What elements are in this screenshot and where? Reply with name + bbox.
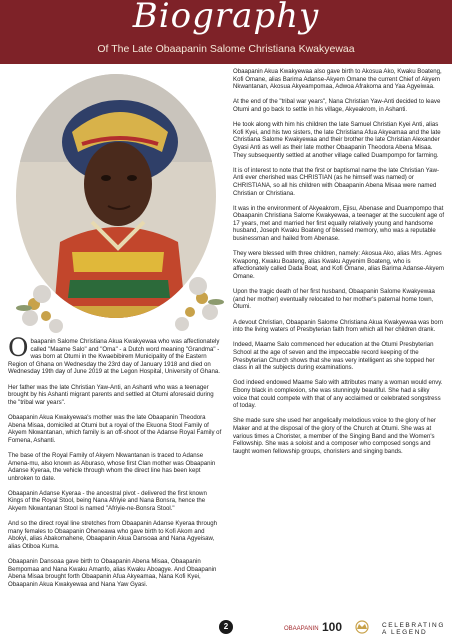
paragraph: Obaapanin Adanse Kyeraa - the ancestral pivot - delivered the first known Kings of the Royal Stool, being Nana Afriyie and Nana Bonsra, hence the Akyem Nkwantanan Stool is named "Afriyie-ne-Bonsra Stool." — [8, 489, 207, 513]
logo-number: 100 — [322, 620, 343, 634]
obaapanin-100-logo — [282, 616, 348, 634]
crown-icon — [351, 620, 373, 634]
paragraph: And so the direct royal line stretches from Obaapanin Adanse Kyeraa through many females to Obaapanin Oheneawa who gave birth to Kofi Akom and Abokyi, alias Abakomahene, Obaapanin Akua Dansoaa and Nana Agyeisaw, alias Otiboa Kuma. — [8, 520, 218, 551]
paragraph: Obaapanin Dansoaa gave birth to Obaapanin Abena Misaa, Obaapanin Bempomaa and Nana Kwaku Amanfo, alias Kwaku Aboagye. And Obaapanin Abena Misaa brought forth Obaapanin Afua Akyeamaa, Nana Kofi Kyei, Obaapanin Akua Kwakyewaa and Nana Yaw Gyasi. — [8, 558, 217, 588]
header-banner — [0, 0, 452, 64]
logo-text: OBAAPANIN — [284, 626, 319, 632]
page-subtitle: Of The Late Obaapanin Salome Christiana Kwakyewaa — [97, 43, 355, 55]
drop-cap: O — [8, 333, 29, 362]
page-title: Biography — [132, 0, 320, 36]
paragraph: At the end of the "tribal war years", Nana Christian Yaw-Anti decided to leave Otumi and go back to settle in his village, Akyeakrom, in Ashanti. — [233, 98, 441, 113]
paragraph: God indeed endowed Maame Salo with attributes many a woman would envy. Ebony black in complexion, she was stunningly beautiful. She had a silky voice that could compete with that of any acclaimed or celebrated songstress of today. — [233, 379, 443, 410]
paragraph: Upon the tragic death of her first husband, Obaapanin Salome Kwakyewaa (and her mother) eventually relocated to her mother's paternal home town, Otumi. — [233, 288, 435, 311]
paragraph: It was in the environment of Akyeakrom, Ejisu, Abenase and Duampompo that Obaapanin Christiana Salome Kwakyewaa, a teenager at the succulent age of 17 years, met and married her first equally relatively young and handsome husband, Joseph Kwaku Boateng of blessed memory, who was a reputable businessman and hailed from Abenase. — [233, 204, 445, 243]
paragraph: She made sure she used her angelically melodious voice to the glory of her Maker and at the disposal of the glory of the Church at Otumi. She was at various times a Chorister, a member of the Singing Band and the Women's Fellowship. She was a soloist and a composer who composed songs and taught women fellowship groups, choristers and singing bands. — [233, 417, 436, 455]
page-number: 2 — [219, 620, 233, 634]
portrait-image — [12, 72, 230, 334]
paragraph: The base of the Royal Family of Akyem Nkwantanan is traced to Adanse Amena-mu, also known as Aburaso, whose first Clan mother was Obaapanin Adanse Kyeraa, the vehicle through whom the direct line has been kept unbroken to date. — [8, 451, 216, 482]
paragraph: Her father was the late Christian Yaw-Anti, an Ashanti who was a teenager brought by his Ashanti migrant parents and settled at Otumi aforesaid during the "tribal war years". — [8, 383, 214, 406]
paragraph: They were blessed with three children, namely: Akosua Ako, alias Mrs. Agnes Kwapong, Kwaku Boateng, alias Kwaku Agyenim Boateng, who is affectionately called Dada Boat, and Kofi Omane, alias Barima Adanse-Akyem Omane. — [233, 250, 444, 281]
left-text-column — [8, 333, 222, 596]
footer-tagline: CELEBRATING A LEGEND — [382, 622, 445, 636]
paragraph: He took along with him his children the late Samuel Christian Kyei Anti, alias Kofi Kyei, and his two sisters, the late Christiana Afua Akyeamaa and the late Christiana Salome Kwakyewaa and their brother the late Christian Alexander Gyasi Anti as well as their late mother Obaapanin Theodora Abena Misaa. They subsequently settled at another village called Duampompo for farming. — [233, 121, 441, 159]
right-text-column — [233, 68, 445, 463]
paragraph: It is of interest to note that the first or baptismal name the late Christian Yaw-Anti ever cherished was CHRISTIAN (as he himself was named) or CHRISTIANA, so all his children with Obaapanin Abena Misaa were named Christian or Christiana. — [233, 166, 440, 197]
intro-paragraph — [8, 333, 222, 376]
intro-text: baapanin Salome Christiana Akua Kwakyewaa who was affectionately called "Maame Salo" and "Oma" - a Dutch word meaning "Grandma" - was born at Otumi in the Kwaebibirem Municipality of the Eastern Region of Ghana on Wednesday the 23rd day of January 1918 and died on Wednesday 19th day of June 2019 at the Legon Hospital, University of Ghana. — [8, 338, 220, 376]
paragraph: Obaapanin Akua Kwakyewaa's mother was the late Obaapanin Theodora Abena Misaa, domiciled at Otumi but a royal of the Ekuona Stool Family of Akyem Nkwantanan, which family is an off-shoot of the Adanse Royal Family of Fomena, Ashanti. — [8, 413, 222, 444]
paragraph: Indeed, Maame Salo commenced her education at the Otumi Presbyterian School at the age of seven and the impeccable record keeping of the Presbyterian Church shows that she was very intelligent as she topped her class in all the subjects during examinations. — [233, 341, 435, 372]
paragraph: A devout Christian, Obaapanin Salome Christiana Akua Kwakyewaa was born into the living waters of Presbyterian faith from which all her children drank. — [233, 318, 444, 334]
paragraph: Obaapanin Akua Kwakyewaa also gave birth to Akosua Ako, Kwaku Boateng, Kofi Omane, alias Barima Adanse-Akyem Omane the current Chief of Akyem Nkwantanan, Akosua Akyeampomaa, Adwoa Afrakoma and Yaa Agyeiwaa. — [233, 68, 442, 91]
